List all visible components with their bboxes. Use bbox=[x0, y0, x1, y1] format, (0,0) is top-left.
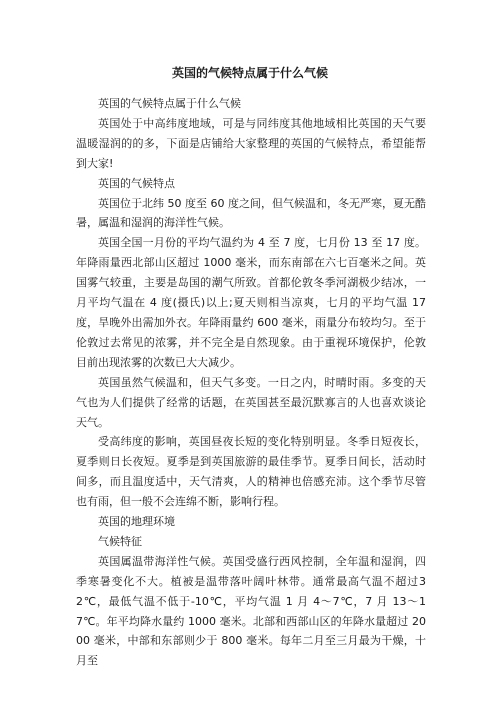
paragraph-latitude: 英国位于北纬 50 度至 60 度之间，但气候温和，冬无严寒，夏无酷暑，属温和湿润的海洋性气候。 bbox=[76, 196, 426, 230]
paragraph-subtitle: 英国的气候特点属于什么气候 bbox=[98, 97, 241, 110]
document-body bbox=[76, 94, 426, 671]
subsection-heading-climate: 气候特征 bbox=[98, 534, 142, 548]
document-title: 英国的气候特点属于什么气候 bbox=[171, 66, 328, 80]
paragraph-temperature-rainfall: 英国全国一月份的平均气温约为 4 至 7 度，七月份 13 至 17 度。年降雨量西北部山区超过 1000 毫米，而东南部在六七百毫米之间。英国雾气较重，主要是岛国的潮气所致。首都伦敦冬季河湖极少结冰，一月平均气温在 4 度(摄氏)以上;夏天则相当凉爽，七月的平均气温 17 度，旱晚外出需加外衣。年降雨量约 600 毫米，雨量分布较均匀。至于伦敦过去常见的浓雾，并不完全是自然现象。由于重视环境保护，伦敦目前出现浓雾的次数已大大减少。 bbox=[76, 236, 426, 369]
paragraph-day-length: 受高纬度的影响，英国昼夜长短的变化特别明显。冬季日短夜长，夏季则日长夜短。夏季是到英国旅游的最佳季节。夏季日间长，活动时间多，而且温度适中，天气清爽，人的精神也倍感充沛。这个季节尽管也有雨，但一般不会连绵不断，影响行程。 bbox=[76, 435, 426, 509]
paragraph-maritime-climate: 英国属温带海洋性气候。英国受盛行西风控制，全年温和湿润，四季寒暑变化不大。植被是温带落叶阔叶林带。通常最高气温不超过32℃，最低气温不低于-10℃，平均气温 1 月 4～7℃，7 月 13～17℃。年平均降水量约 1000 毫米。北部和西部山区的年降水量超过 2000 毫米，中部和东部则少于 800 毫米。每年二月至三月最为干燥，十月至 bbox=[76, 554, 426, 668]
paragraph-intro: 英国处于中高纬度地域，可是与同纬度其他地域相比英国的天气要温暖湿润的的多，下面是店铺给大家整理的英国的气候特点，希望能帮到大家! bbox=[76, 116, 426, 170]
section-heading-geography: 英国的地理环境 bbox=[98, 515, 175, 529]
section-heading-climate-features: 英国的气候特点 bbox=[98, 176, 175, 190]
paragraph-changeable-weather: 英国虽然气候温和，但天气多变。一日之内，时晴时雨。多变的天气也为人们提供了经常的话题，在英国甚至最沉默寡言的人也喜欢谈论天气。 bbox=[76, 375, 426, 429]
